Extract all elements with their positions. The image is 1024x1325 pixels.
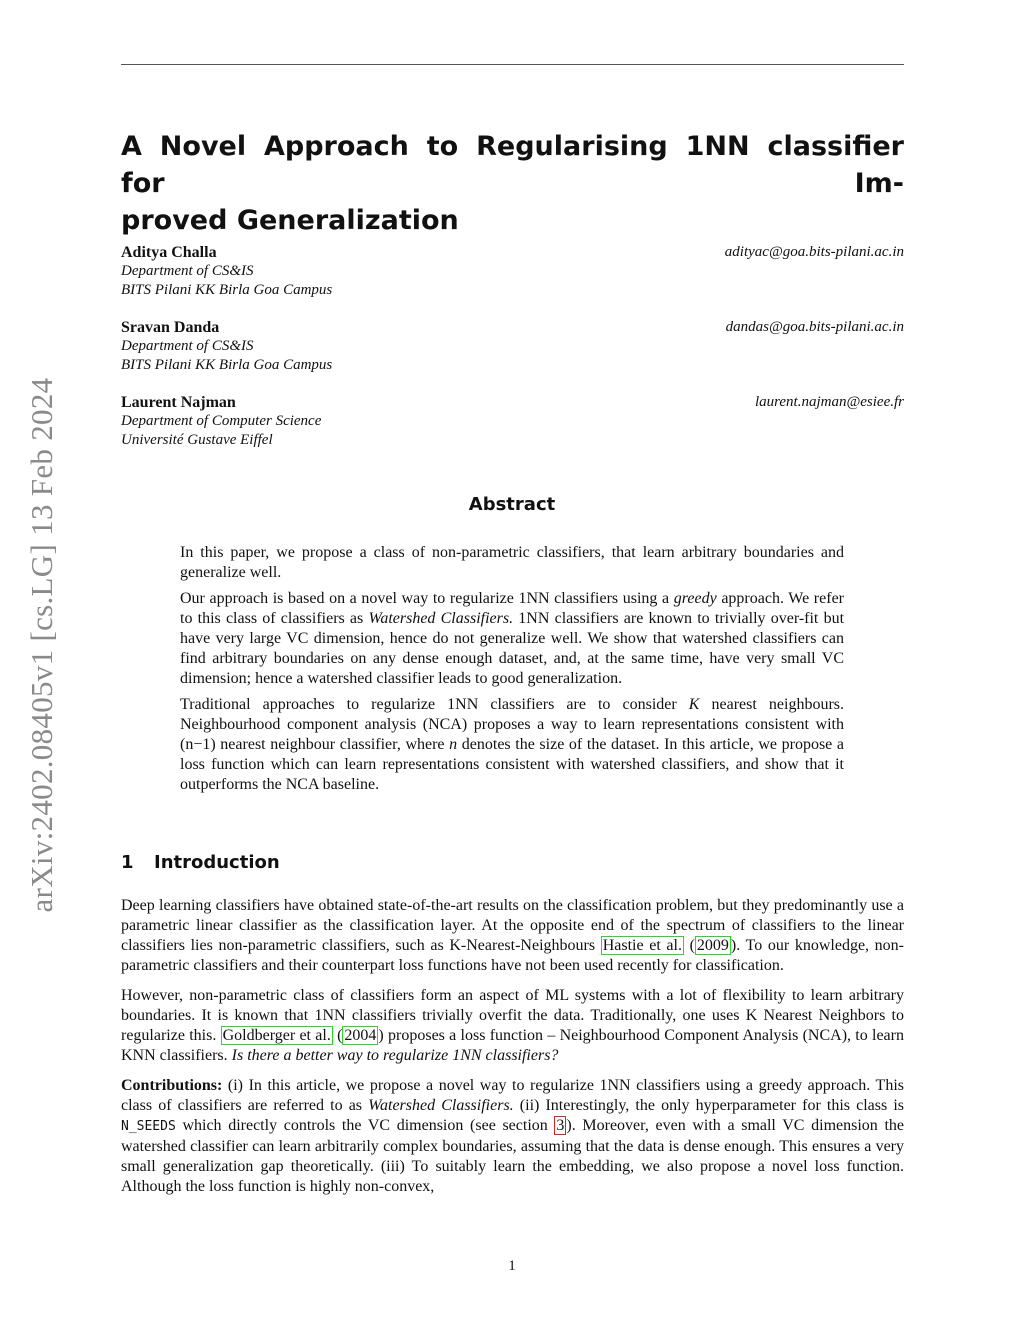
- author-block-1: [121, 243, 904, 300]
- paper-title: [121, 128, 904, 239]
- author-department: Department of CS&IS: [121, 263, 254, 279]
- abstract-paragraph-3: [180, 695, 844, 795]
- text-run: 1NN classifiers are known to trivially over-fit but have very large VC dimension, hence do not generalize well. We show that watershed classifiers can find arbitrary boundaries on any dense enough dataset, and, at the same time, have very small VC dimension; hence a watershed classifier leads to good generalization.: [180, 610, 845, 687]
- introduction-body: [121, 896, 904, 1207]
- text-run: approach. We refer to this class of classifiers as: [180, 590, 844, 627]
- text-run: . To our knowledge, non-parametric classifiers and their counterpart loss functions have not been used recently for classification.: [121, 937, 905, 974]
- text-run: Our approach is based on a novel way to regularize 1NN classifiers using a: [180, 590, 674, 607]
- abstract-paragraph-1: [180, 543, 844, 583]
- text-run: proposes a loss function – Neighbourhood Component Analysis (NCA), to learn KNN classifiers.: [121, 1027, 904, 1064]
- title-line-2: proved Generalization: [121, 205, 459, 236]
- text-run: Deep learning classifiers have obtained state-of-the-art results on the classification problem, but they predominantly use a parametric linear classifier as the classification layer. At the opposite end of the spectrum of classifiers to the linear classifiers lies non-parametric classifiers, such as K-Nearest-Neighbours: [121, 897, 904, 954]
- text-run: denotes the size of the dataset. In this article, we propose a loss function which can learn representations consistent with watershed classifiers, and show that it outperforms the NCA baseline.: [180, 736, 845, 793]
- intro-paragraph-3: [121, 1076, 904, 1197]
- author-name: Sravan Danda: [121, 319, 220, 336]
- author-block-2: [121, 318, 904, 375]
- author-department: Department of CS&IS: [121, 338, 254, 354]
- text-run: (i) In this article, we propose a novel way to regularize 1NN classifiers using a greedy approach. This class of classifiers are referred to as: [121, 1077, 904, 1114]
- text-run: ). Moreover, even with a small VC dimension the watershed classifier can learn arbitrarily complex boundaries, assuming that the data is dense enough. This ensures a very small generalization gap theoretically. (iii) To suitably learn the embedding, we also propose a novel loss function. Although the loss function is highly non-convex,: [121, 1117, 904, 1195]
- text-run: nearest neighbours. Neighbourhood component analysis (NCA) proposes a way to learn representations consistent with: [180, 696, 844, 733]
- abstract-paragraph-2: [180, 589, 844, 689]
- section-reference-link[interactable]: 3: [556, 1117, 565, 1134]
- intro-paragraph-1: Deep learning classifiers have obtained state-of-the-art results on the classification problem, but they predominantly use a parametric linear classifier as the classification layer. At the opposite end of the spectrum of classifiers to the linear classifiers lies non-parametric classifiers, such as K-Nearest-Neighbours Hastie et al. ( 2009 ). To our knowledge, non-parametric classifiers and their counterpart loss functions have not been used recently for classification.: [121, 897, 905, 974]
- author-institution: BITS Pilani KK Birla Goa Campus: [121, 357, 333, 373]
- math-expression: (n−1): [180, 736, 216, 753]
- author-email[interactable]: dandas@goa.bits-pilani.ac.in: [725, 319, 904, 335]
- abstract-body: [180, 543, 844, 801]
- text-run: which directly controls the VC dimension (see section: [175, 1117, 555, 1134]
- abstract-heading: Abstract: [468, 494, 556, 515]
- author-block-3: [121, 393, 904, 450]
- page-number: 1: [508, 1258, 516, 1274]
- section-heading-introduction: [121, 852, 280, 873]
- math-variable: n: [449, 736, 458, 753]
- section-title: Introduction: [154, 852, 280, 873]
- emphasis: Watershed Classifiers.: [368, 610, 514, 627]
- author-email[interactable]: laurent.najman@esiee.fr: [754, 394, 904, 410]
- text-run: However, non-parametric class of classifiers form an aspect of ML systems with a lot of flexibility to learn arbitrary boundaries. It is known that 1NN classifiers trivially overfit the data. Traditionally, one uses K Nearest Neighbors to regularize this.: [121, 987, 904, 1044]
- title-line-1: A Novel Approach to Regularising 1NN classifier for Im-: [121, 131, 904, 199]
- emphasis: greedy: [673, 590, 717, 607]
- citation-year-link[interactable]: 2009: [696, 937, 729, 954]
- header-rule: [121, 64, 904, 65]
- emphasis: Is there a better way to regularize 1NN classifiers?: [231, 1047, 559, 1064]
- paragraph-label: Contributions:: [121, 1077, 223, 1094]
- text-run: nearest neighbour classifier, where: [215, 736, 450, 753]
- citation-link[interactable]: Hastie et al.: [602, 937, 682, 954]
- section-number: 1: [121, 852, 134, 873]
- math-variable: K: [688, 696, 700, 713]
- author-institution: Université Gustave Eiffel: [121, 432, 273, 448]
- text-run: (ii) Interestingly, the only hyperparameter for this class is: [513, 1097, 905, 1114]
- emphasis: Watershed Classifiers.: [368, 1097, 514, 1114]
- author-email[interactable]: adityac@goa.bits-pilani.ac.in: [724, 244, 904, 260]
- author-institution: BITS Pilani KK Birla Goa Campus: [121, 282, 333, 298]
- arxiv-identifier-stamp: arXiv:2402.08405v1 [cs.LG] 13 Feb 2024: [24, 377, 59, 913]
- citation-year-link[interactable]: 2004: [344, 1027, 377, 1044]
- author-name: Laurent Najman: [121, 394, 236, 411]
- citation-link[interactable]: Goldberger et al.: [222, 1027, 331, 1044]
- intro-paragraph-2: However, non-parametric class of classifiers form an aspect of ML systems with a lot of flexibility to learn arbitrary boundaries. It is known that 1NN classifiers trivially overfit the data. Traditionally, one uses K Nearest Neighbors to regularize this. Goldberger et al. ( 2004 ) proposes a loss function – Neighbourhood Component Analysis (NCA), to learn KNN classifiers. Is there a better way to regularize 1NN classifiers?: [121, 987, 904, 1064]
- author-name: Aditya Challa: [121, 244, 217, 261]
- text-run: In this paper, we propose a class of non-parametric classifiers, that learn arbitrary boundaries and generalize well.: [180, 544, 844, 581]
- text-run: Traditional approaches to regularize 1NN classifiers are to consider: [180, 696, 689, 713]
- code-term: N_SEEDS: [121, 1119, 176, 1134]
- author-department: Department of Computer Science: [121, 413, 322, 429]
